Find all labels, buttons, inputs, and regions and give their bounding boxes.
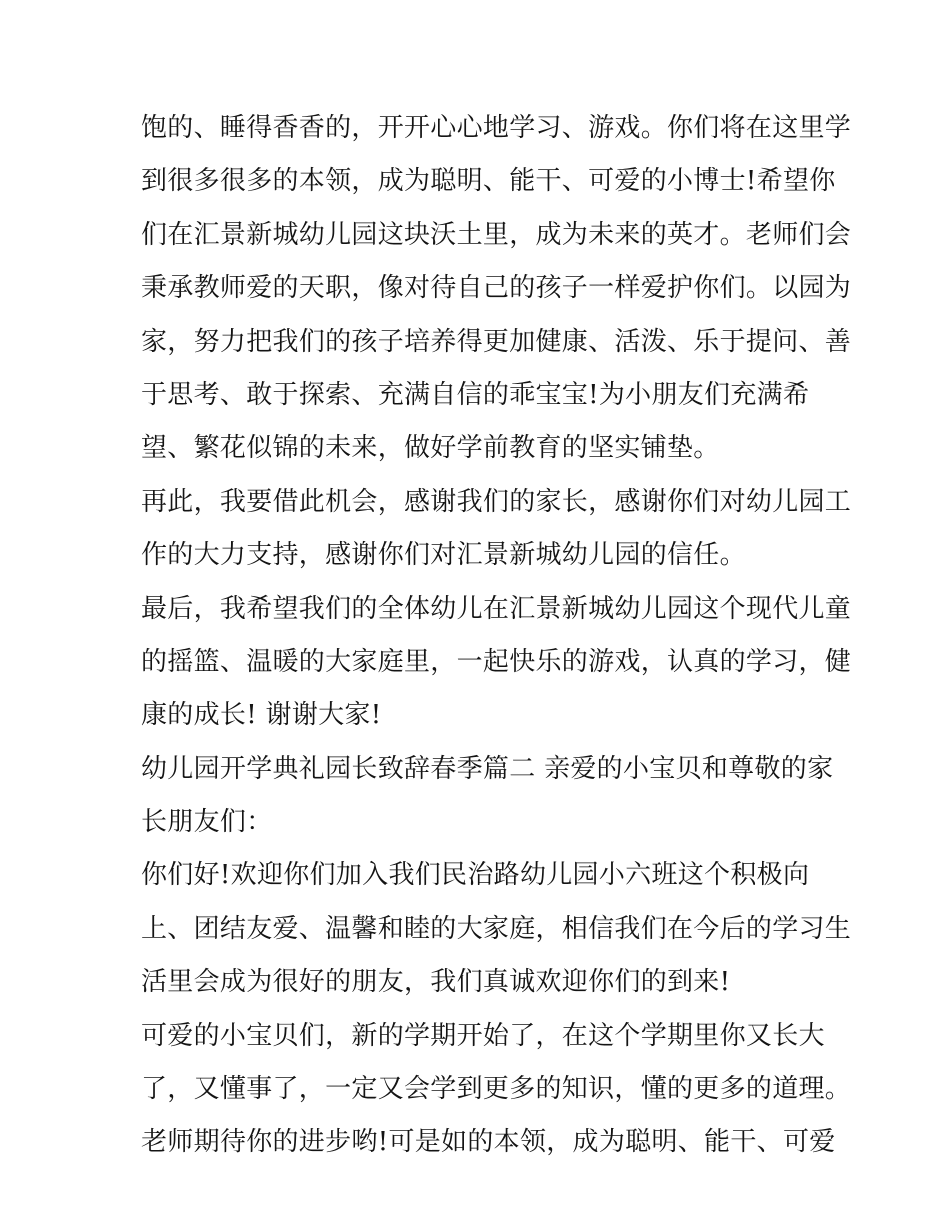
text-line: 家，努力把我们的孩子培养得更加健康、活泼、乐于提问、善	[141, 326, 852, 357]
text-line: 康的成长! 谢谢大家!	[141, 700, 382, 731]
text-line: 最后，我希望我们的全体幼儿在汇景新城幼儿园这个现代儿童	[141, 593, 852, 624]
text-line: 再此，我要借此机会，感谢我们的家长，感谢你们对幼儿园工	[141, 486, 852, 517]
text-line: 上、团结友爱、温馨和睦的大家庭，相信我们在今后的学习生	[141, 913, 852, 944]
text-line: 的摇篮、温暖的大家庭里，一起快乐的游戏，认真的学习，健	[141, 646, 852, 677]
text-line: 饱的、睡得香香的，开开心心地学习、游戏。你们将在这里学	[141, 113, 852, 143]
text-line: 望、繁花似锦的未来，做好学前教育的坚实铺垫。	[141, 433, 720, 464]
document-body	[141, 102, 852, 1170]
text-line: 到很多很多的本领，成为聪明、能干、可爱的小博士!希望你	[141, 166, 836, 197]
text-line: 活里会成为很好的朋友，我们真诚欢迎你们的到来!	[141, 967, 731, 998]
text-line: 你们好!欢迎你们加入我们民治路幼儿园小六班这个积极向	[141, 860, 810, 891]
text-line: 作的大力支持，感谢你们对汇景新城幼儿园的信任。	[141, 540, 746, 571]
text-line: 长朋友们：	[141, 807, 273, 838]
text-line: 秉承教师爱的天职，像对待自己的孩子一样爱护你们。以园为	[141, 273, 852, 304]
text-line: 幼儿园开学典礼园长致辞春季篇二 亲爱的小宝贝和尊敬的家	[141, 753, 834, 784]
text-line: 可爱的小宝贝们，新的学期开始了，在这个学期里你又长大	[141, 1020, 825, 1051]
text-line: 了，又懂事了，一定又会学到更多的知识，懂的更多的道理。	[141, 1074, 852, 1105]
text-line: 于思考、敢于探索、充满自信的乖宝宝!为小朋友们充满希	[141, 379, 810, 410]
text-line: 老师期待你的进步哟!可是如的本领，成为聪明、能干、可爱	[141, 1127, 836, 1158]
text-line: 们在汇景新城幼儿园这块沃土里，成为未来的英才。老师们会	[141, 219, 852, 250]
